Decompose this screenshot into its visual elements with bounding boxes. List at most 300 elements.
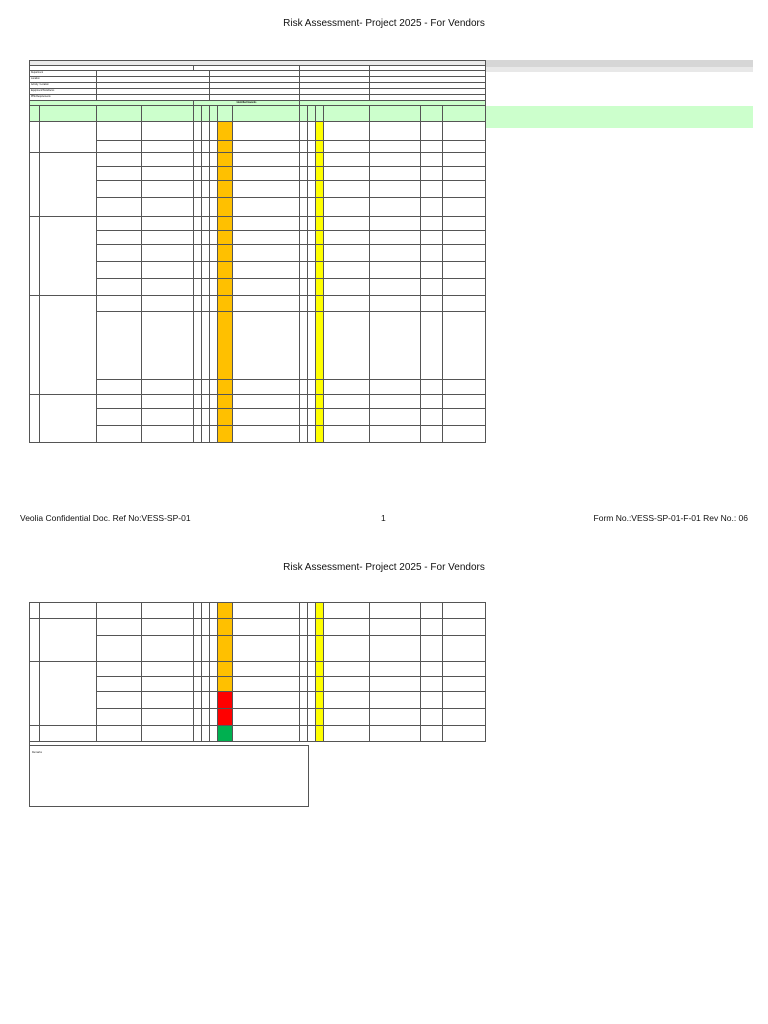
risk-cell: [218, 198, 233, 217]
risk-cell: [316, 312, 324, 380]
table-cell: [421, 279, 443, 296]
table-cell: [370, 262, 421, 279]
table-cell: [97, 709, 142, 726]
column-header: [218, 106, 233, 122]
table-cell: [421, 245, 443, 262]
table-cell: [142, 198, 194, 217]
table-cell: [194, 245, 202, 262]
table-cell: [202, 279, 210, 296]
table-cell: [142, 153, 194, 167]
table-cell: [300, 603, 308, 619]
table-cell: [370, 231, 421, 245]
table-row: [30, 245, 486, 262]
table-cell: [210, 603, 218, 619]
risk-cell: [218, 409, 233, 426]
table-cell: [443, 395, 486, 409]
table-cell: [30, 217, 40, 296]
table-cell: [202, 619, 210, 636]
table-cell: [142, 245, 194, 262]
table-cell: [421, 662, 443, 677]
table-cell: [308, 122, 316, 141]
table-cell: [97, 296, 142, 312]
table-cell: [300, 709, 308, 726]
column-header: [194, 106, 202, 122]
table-cell: [370, 662, 421, 677]
table-cell: [443, 245, 486, 262]
table-cell: [300, 245, 308, 262]
table-cell: [233, 395, 300, 409]
table-cell: [308, 141, 316, 153]
table-cell: [300, 726, 308, 742]
table-cell: [194, 141, 202, 153]
table-cell: [210, 262, 218, 279]
table-cell: [300, 279, 308, 296]
table-cell: [370, 603, 421, 619]
risk-cell: [218, 636, 233, 662]
table-cell: [308, 662, 316, 677]
table-cell: [421, 426, 443, 443]
table-cell: [421, 636, 443, 662]
table-cell: [421, 677, 443, 692]
header-band: [486, 60, 753, 67]
table-cell: [370, 245, 421, 262]
table-cell: [194, 619, 202, 636]
table-cell: [443, 692, 486, 709]
table-cell: [233, 692, 300, 709]
row-label: PPE Requirements: [30, 95, 97, 101]
table-cell: [324, 662, 370, 677]
table-cell: [210, 409, 218, 426]
table-cell: [300, 262, 308, 279]
table-cell: [194, 279, 202, 296]
table-cell: [194, 380, 202, 395]
table-cell: [233, 167, 300, 181]
column-header: [142, 106, 194, 122]
table-cell: [324, 726, 370, 742]
table-row: [30, 395, 486, 409]
risk-cell: [218, 603, 233, 619]
table-cell: [142, 279, 194, 296]
risk-cell: [316, 296, 324, 312]
table-cell: [308, 231, 316, 245]
table-cell: [142, 141, 194, 153]
table-cell: [324, 141, 370, 153]
footer-page-number: 1: [381, 513, 386, 523]
column-header: [324, 106, 370, 122]
risk-cell: [218, 245, 233, 262]
column-header: [233, 106, 300, 122]
table-cell: [443, 141, 486, 153]
table-cell: [300, 217, 308, 231]
risk-cell: [316, 409, 324, 426]
table-cell: [300, 312, 308, 380]
risk-assessment-table-continued: [29, 602, 486, 742]
table-cell: [300, 636, 308, 662]
risk-cell: [218, 726, 233, 742]
table-cell: [308, 312, 316, 380]
table-cell: [421, 122, 443, 141]
table-cell: [370, 395, 421, 409]
table-row: [30, 181, 486, 198]
risk-cell: [218, 312, 233, 380]
table-cell: [97, 167, 142, 181]
table-cell: [324, 167, 370, 181]
risk-cell: [316, 709, 324, 726]
table-cell: [233, 636, 300, 662]
table-cell: [233, 312, 300, 380]
table-cell: [202, 395, 210, 409]
column-header: [97, 106, 142, 122]
table-cell: [324, 122, 370, 141]
risk-cell: [316, 217, 324, 231]
column-header: [300, 106, 308, 122]
header-cell: Identified Hazards: [194, 101, 300, 106]
table-cell: [210, 231, 218, 245]
table-cell: [97, 603, 142, 619]
table-row: [30, 409, 486, 426]
table-cell: [210, 181, 218, 198]
table-cell: [443, 312, 486, 380]
table-cell: [97, 122, 142, 141]
table-cell: [142, 312, 194, 380]
table-cell: [308, 709, 316, 726]
table-cell: [30, 122, 40, 153]
table-cell: [421, 198, 443, 217]
table-cell: [142, 262, 194, 279]
table-cell: [202, 426, 210, 443]
table-cell: [233, 409, 300, 426]
table-cell: [97, 636, 142, 662]
table-cell: [194, 167, 202, 181]
table-cell: [421, 409, 443, 426]
risk-cell: [316, 662, 324, 677]
table-cell: [443, 619, 486, 636]
table-cell: [421, 181, 443, 198]
risk-cell: [218, 217, 233, 231]
row-label: Equipment/Tools/Items: [30, 89, 97, 95]
table-cell: [324, 380, 370, 395]
risk-cell: [218, 296, 233, 312]
risk-cell: [316, 167, 324, 181]
table-cell: [97, 677, 142, 692]
header-band-green: [486, 106, 753, 128]
risk-cell: [316, 262, 324, 279]
remarks-label: Remarks: [32, 751, 43, 754]
table-cell: [370, 619, 421, 636]
table-cell: [233, 181, 300, 198]
risk-cell: [316, 692, 324, 709]
table-cell: [300, 153, 308, 167]
row-label: Location: [30, 77, 97, 83]
table-cell: [443, 279, 486, 296]
table-cell: [142, 619, 194, 636]
table-cell: [210, 709, 218, 726]
table-cell: [300, 662, 308, 677]
table-cell: [142, 662, 194, 677]
column-header: [370, 106, 421, 122]
table-cell: [421, 395, 443, 409]
table-cell: [324, 409, 370, 426]
risk-cell: [316, 603, 324, 619]
table-cell: [194, 262, 202, 279]
table-cell: [202, 231, 210, 245]
table-cell: [233, 380, 300, 395]
table-cell: [300, 141, 308, 153]
table-cell: [30, 662, 40, 726]
risk-cell: [218, 279, 233, 296]
table-cell: [202, 153, 210, 167]
table-cell: [308, 692, 316, 709]
table-cell: [97, 692, 142, 709]
table-cell: [324, 426, 370, 443]
table-cell: [202, 296, 210, 312]
table-cell: [202, 141, 210, 153]
table-cell: [443, 426, 486, 443]
table-cell: [421, 141, 443, 153]
table-cell: [443, 380, 486, 395]
column-header: [316, 106, 324, 122]
table-cell: [300, 380, 308, 395]
table-cell: [421, 380, 443, 395]
table-cell: [202, 217, 210, 231]
table-cell: [300, 426, 308, 443]
risk-cell: [218, 122, 233, 141]
table-cell: [370, 153, 421, 167]
page-title: Risk Assessment- Project 2025 - For Vendors: [283, 18, 485, 29]
table-cell: [308, 245, 316, 262]
table-cell: [97, 726, 142, 742]
table-cell: [233, 245, 300, 262]
table-cell: [210, 153, 218, 167]
table-row: [30, 296, 486, 312]
table-cell: [97, 141, 142, 153]
table-cell: [233, 709, 300, 726]
table-cell: [308, 167, 316, 181]
table-cell: [370, 296, 421, 312]
table-cell: [194, 312, 202, 380]
table-cell: [30, 153, 40, 217]
table-cell: [142, 709, 194, 726]
table-cell: [308, 296, 316, 312]
table-cell: [30, 603, 40, 619]
table-cell: [194, 426, 202, 443]
table-cell: [194, 395, 202, 409]
table-cell: [194, 726, 202, 742]
table-cell: [142, 231, 194, 245]
table-cell: [194, 603, 202, 619]
risk-cell: [218, 426, 233, 443]
table-cell: [370, 636, 421, 662]
table-cell: [194, 231, 202, 245]
table-cell: [142, 426, 194, 443]
column-header: [443, 106, 486, 122]
table-cell: [194, 198, 202, 217]
table-row: [30, 312, 486, 380]
table-cell: [233, 677, 300, 692]
table-cell: [210, 122, 218, 141]
risk-cell: [218, 662, 233, 677]
table-cell: [233, 141, 300, 153]
table-cell: [421, 167, 443, 181]
table-cell: [142, 677, 194, 692]
table-cell: [210, 296, 218, 312]
table-cell: [324, 262, 370, 279]
table-cell: [308, 726, 316, 742]
table-cell: [324, 231, 370, 245]
table-cell: [300, 231, 308, 245]
table-cell: [97, 262, 142, 279]
table-cell: [443, 709, 486, 726]
table-cell: [142, 122, 194, 141]
table-cell: [233, 619, 300, 636]
table-cell: [202, 312, 210, 380]
row-label: Activity / Location: [30, 83, 97, 89]
table-cell: [142, 380, 194, 395]
table-cell: [202, 677, 210, 692]
risk-cell: [218, 709, 233, 726]
table-cell: [97, 245, 142, 262]
table-cell: [443, 167, 486, 181]
table-cell: [324, 245, 370, 262]
table-cell: [300, 409, 308, 426]
table-row: [30, 662, 486, 677]
table-cell: [210, 662, 218, 677]
table-cell: [443, 636, 486, 662]
table-cell: [40, 122, 97, 153]
table-cell: [97, 198, 142, 217]
table-cell: [233, 296, 300, 312]
table-row: [30, 636, 486, 662]
table-cell: [300, 198, 308, 217]
risk-cell: [316, 619, 324, 636]
table-cell: [194, 296, 202, 312]
table-cell: [300, 296, 308, 312]
table-cell: [370, 122, 421, 141]
table-cell: [308, 181, 316, 198]
column-header: [30, 106, 40, 122]
table-cell: [233, 153, 300, 167]
risk-cell: [218, 231, 233, 245]
table-cell: [202, 122, 210, 141]
table-cell: [370, 312, 421, 380]
table-cell: [443, 231, 486, 245]
table-cell: [443, 662, 486, 677]
table-cell: [324, 636, 370, 662]
risk-cell: [218, 153, 233, 167]
table-cell: [142, 409, 194, 426]
table-cell: [30, 726, 40, 742]
table-cell: [308, 380, 316, 395]
table-cell: [142, 181, 194, 198]
table-cell: [308, 217, 316, 231]
table-cell: [210, 198, 218, 217]
table-cell: [421, 262, 443, 279]
table-cell: [370, 409, 421, 426]
table-cell: [210, 141, 218, 153]
table-row: [30, 380, 486, 395]
table-cell: [308, 603, 316, 619]
table-cell: [210, 726, 218, 742]
table-cell: [194, 692, 202, 709]
table-cell: [40, 619, 97, 662]
table-cell: [194, 181, 202, 198]
risk-cell: [316, 636, 324, 662]
risk-cell: [316, 677, 324, 692]
risk-cell: [316, 726, 324, 742]
table-cell: [142, 395, 194, 409]
table-cell: [202, 603, 210, 619]
table-row: [30, 692, 486, 709]
table-cell: [233, 426, 300, 443]
table-cell: [194, 409, 202, 426]
table-cell: [324, 181, 370, 198]
table-cell: [97, 217, 142, 231]
table-cell: [370, 279, 421, 296]
table-cell: [97, 279, 142, 296]
table-cell: [210, 279, 218, 296]
table-row: [30, 726, 486, 742]
table-cell: [233, 603, 300, 619]
table-cell: [370, 167, 421, 181]
remarks-box: [29, 745, 309, 807]
table-cell: [300, 692, 308, 709]
table-cell: [324, 709, 370, 726]
column-header: [40, 106, 97, 122]
table-cell: [324, 619, 370, 636]
risk-cell: [316, 245, 324, 262]
risk-cell: [218, 262, 233, 279]
table-cell: [233, 122, 300, 141]
table-cell: [142, 692, 194, 709]
table-cell: [421, 217, 443, 231]
table-cell: [30, 296, 40, 395]
table-cell: [370, 692, 421, 709]
table-cell: [421, 231, 443, 245]
table-cell: [421, 296, 443, 312]
table-cell: [202, 262, 210, 279]
table-cell: [97, 380, 142, 395]
table-cell: [421, 619, 443, 636]
table-cell: [142, 726, 194, 742]
table-cell: [308, 409, 316, 426]
table-cell: [210, 619, 218, 636]
table-cell: [370, 141, 421, 153]
table-cell: [97, 153, 142, 167]
table-cell: [308, 153, 316, 167]
table-cell: [300, 122, 308, 141]
table-cell: [210, 395, 218, 409]
table-cell: [194, 709, 202, 726]
table-cell: [194, 636, 202, 662]
table-cell: [370, 198, 421, 217]
table-cell: [324, 692, 370, 709]
table-cell: [210, 217, 218, 231]
table-cell: [210, 245, 218, 262]
table-row: [30, 153, 486, 167]
table-cell: [324, 603, 370, 619]
table-cell: [300, 619, 308, 636]
row-label: Department: [30, 71, 97, 77]
table-cell: [300, 677, 308, 692]
risk-cell: [316, 153, 324, 167]
table-cell: [210, 636, 218, 662]
table-row: [30, 709, 486, 726]
table-cell: [97, 181, 142, 198]
table-cell: [97, 426, 142, 443]
table-cell: [324, 153, 370, 167]
risk-cell: [316, 231, 324, 245]
table-cell: [370, 380, 421, 395]
